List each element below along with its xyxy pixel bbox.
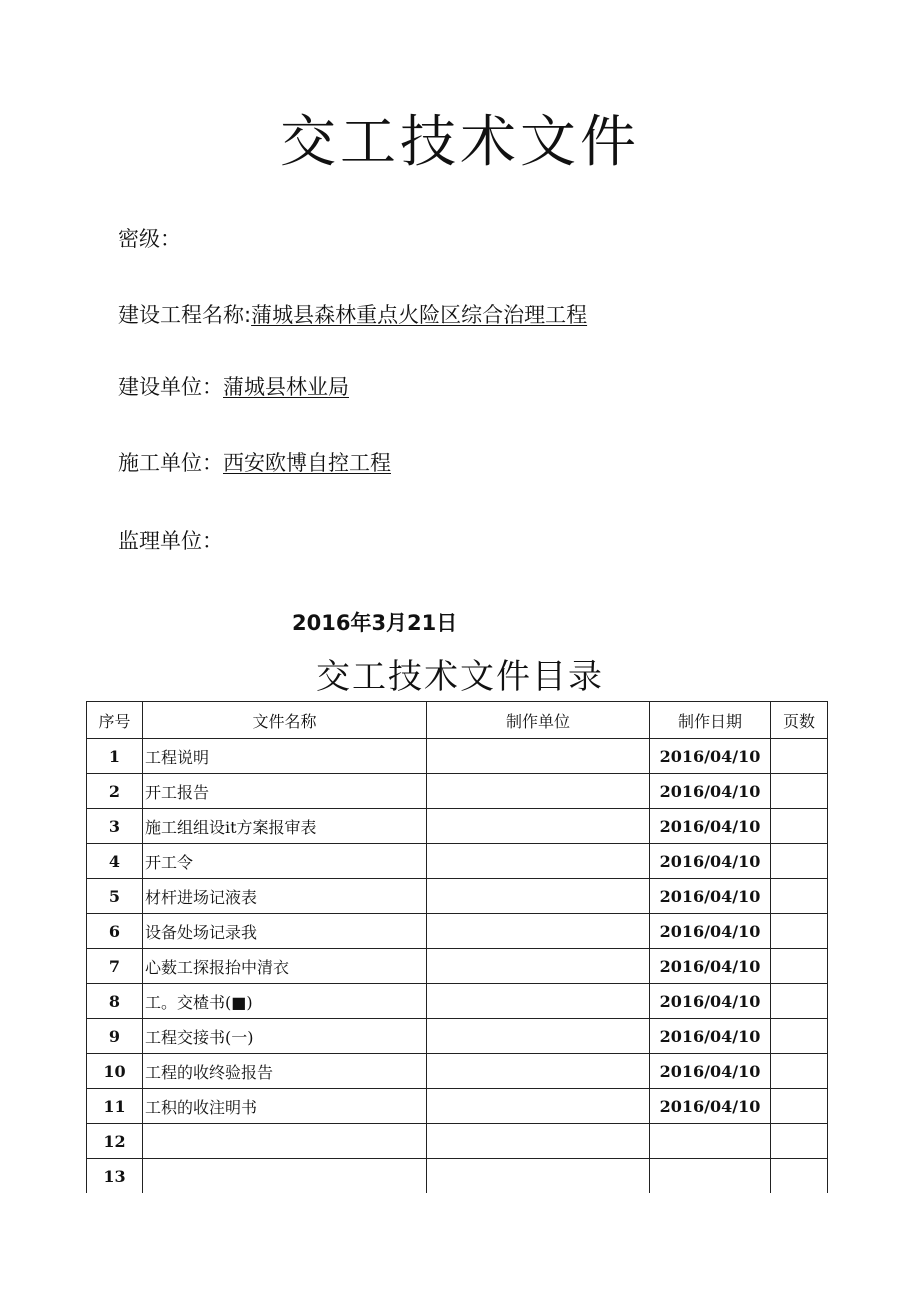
row-date: 2016/04/10 — [650, 984, 771, 1019]
row-number: 2 — [87, 774, 143, 809]
row-number: 10 — [87, 1054, 143, 1089]
row-maker-unit — [427, 1054, 650, 1089]
row-maker-unit — [427, 1089, 650, 1124]
row-number: 6 — [87, 914, 143, 949]
row-date: 2016/04/10 — [650, 844, 771, 879]
field-supervisor — [118, 526, 223, 556]
row-pages — [771, 739, 828, 774]
row-maker-unit — [427, 879, 650, 914]
row-maker-unit — [427, 1159, 650, 1194]
row-file-name: 设备处场记录我 — [143, 914, 427, 949]
table-row — [87, 1124, 828, 1159]
row-file-name: 工。交楂书(■) — [143, 984, 427, 1019]
row-number: 11 — [87, 1089, 143, 1124]
row-date — [650, 1124, 771, 1159]
row-number: 12 — [87, 1124, 143, 1159]
row-file-name: 工积的收注明书 — [143, 1089, 427, 1124]
row-pages — [771, 1019, 828, 1054]
row-pages — [771, 879, 828, 914]
table-header-row — [87, 702, 828, 739]
table-row — [87, 774, 828, 809]
row-number: 5 — [87, 879, 143, 914]
field-secret-level — [118, 224, 181, 254]
row-pages — [771, 774, 828, 809]
row-file-name: 工程说明 — [143, 739, 427, 774]
header-date: 制作日期 — [650, 702, 771, 739]
row-pages — [771, 844, 828, 879]
field-label: 密级： — [118, 227, 181, 251]
row-file-name — [143, 1124, 427, 1159]
row-number: 9 — [87, 1019, 143, 1054]
table-row — [87, 1054, 828, 1089]
row-maker-unit — [427, 774, 650, 809]
row-file-name: 工程的收终验报告 — [143, 1054, 427, 1089]
header-unit: 制作单位 — [427, 702, 650, 739]
row-maker-unit — [427, 914, 650, 949]
field-label: 施工单位： — [118, 451, 223, 475]
row-maker-unit — [427, 1124, 650, 1159]
field-value: 西安欧博自控工程 — [223, 451, 391, 475]
row-pages — [771, 949, 828, 984]
row-pages — [771, 914, 828, 949]
table-row — [87, 844, 828, 879]
row-file-name: 开工令 — [143, 844, 427, 879]
row-file-name — [143, 1159, 427, 1194]
row-number: 3 — [87, 809, 143, 844]
row-pages — [771, 984, 828, 1019]
row-number: 7 — [87, 949, 143, 984]
field-value: 蒲城县林业局 — [223, 375, 349, 399]
row-maker-unit — [427, 809, 650, 844]
table-row — [87, 984, 828, 1019]
row-pages — [771, 1089, 828, 1124]
row-maker-unit — [427, 844, 650, 879]
field-label: 建设单位： — [118, 375, 223, 399]
field-label: 建设工程名称: — [118, 303, 252, 327]
table-row — [87, 879, 828, 914]
row-pages — [771, 1054, 828, 1089]
row-maker-unit — [427, 739, 650, 774]
table-row — [87, 739, 828, 774]
field-label: 监理单位： — [118, 529, 223, 553]
row-date: 2016/04/10 — [650, 914, 771, 949]
row-number: 13 — [87, 1159, 143, 1194]
row-date: 2016/04/10 — [650, 809, 771, 844]
row-date: 2016/04/10 — [650, 1089, 771, 1124]
row-maker-unit — [427, 984, 650, 1019]
field-contractor — [118, 448, 391, 478]
row-file-name: 施工组组设it方案报审表 — [143, 809, 427, 844]
toc-table — [86, 701, 828, 1193]
field-construction-owner — [118, 372, 349, 402]
field-project-name — [118, 300, 587, 330]
row-date — [650, 1159, 771, 1194]
row-maker-unit — [427, 949, 650, 984]
table-row — [87, 1089, 828, 1124]
header-name: 文件名称 — [143, 702, 427, 739]
table-row — [87, 949, 828, 984]
row-pages — [771, 1159, 828, 1194]
row-number: 8 — [87, 984, 143, 1019]
row-pages — [771, 1124, 828, 1159]
table-row — [87, 914, 828, 949]
toc-body — [87, 739, 828, 1194]
row-file-name: 心薮工探报抬中清衣 — [143, 949, 427, 984]
row-file-name: 工程交接书(一) — [143, 1019, 427, 1054]
row-date: 2016/04/10 — [650, 949, 771, 984]
row-date: 2016/04/10 — [650, 739, 771, 774]
row-date: 2016/04/10 — [650, 774, 771, 809]
row-file-name: 材杆进场记液表 — [143, 879, 427, 914]
row-date: 2016/04/10 — [650, 1054, 771, 1089]
row-number: 1 — [87, 739, 143, 774]
table-row — [87, 809, 828, 844]
row-pages — [771, 809, 828, 844]
toc-title: 交工技术文件目录 — [316, 657, 604, 697]
row-date: 2016/04/10 — [650, 1019, 771, 1054]
document-date: 2016年3月21日 — [292, 611, 458, 635]
header-no: 序号 — [87, 702, 143, 739]
table-row — [87, 1019, 828, 1054]
header-pages: 页数 — [771, 702, 828, 739]
row-maker-unit — [427, 1019, 650, 1054]
row-number: 4 — [87, 844, 143, 879]
document-title: 交工技术文件 — [280, 110, 640, 175]
table-row — [87, 1159, 828, 1194]
row-file-name: 开工报告 — [143, 774, 427, 809]
row-date: 2016/04/10 — [650, 879, 771, 914]
field-value: 蒲城县森林重点火险区综合治理工程 — [251, 303, 588, 327]
